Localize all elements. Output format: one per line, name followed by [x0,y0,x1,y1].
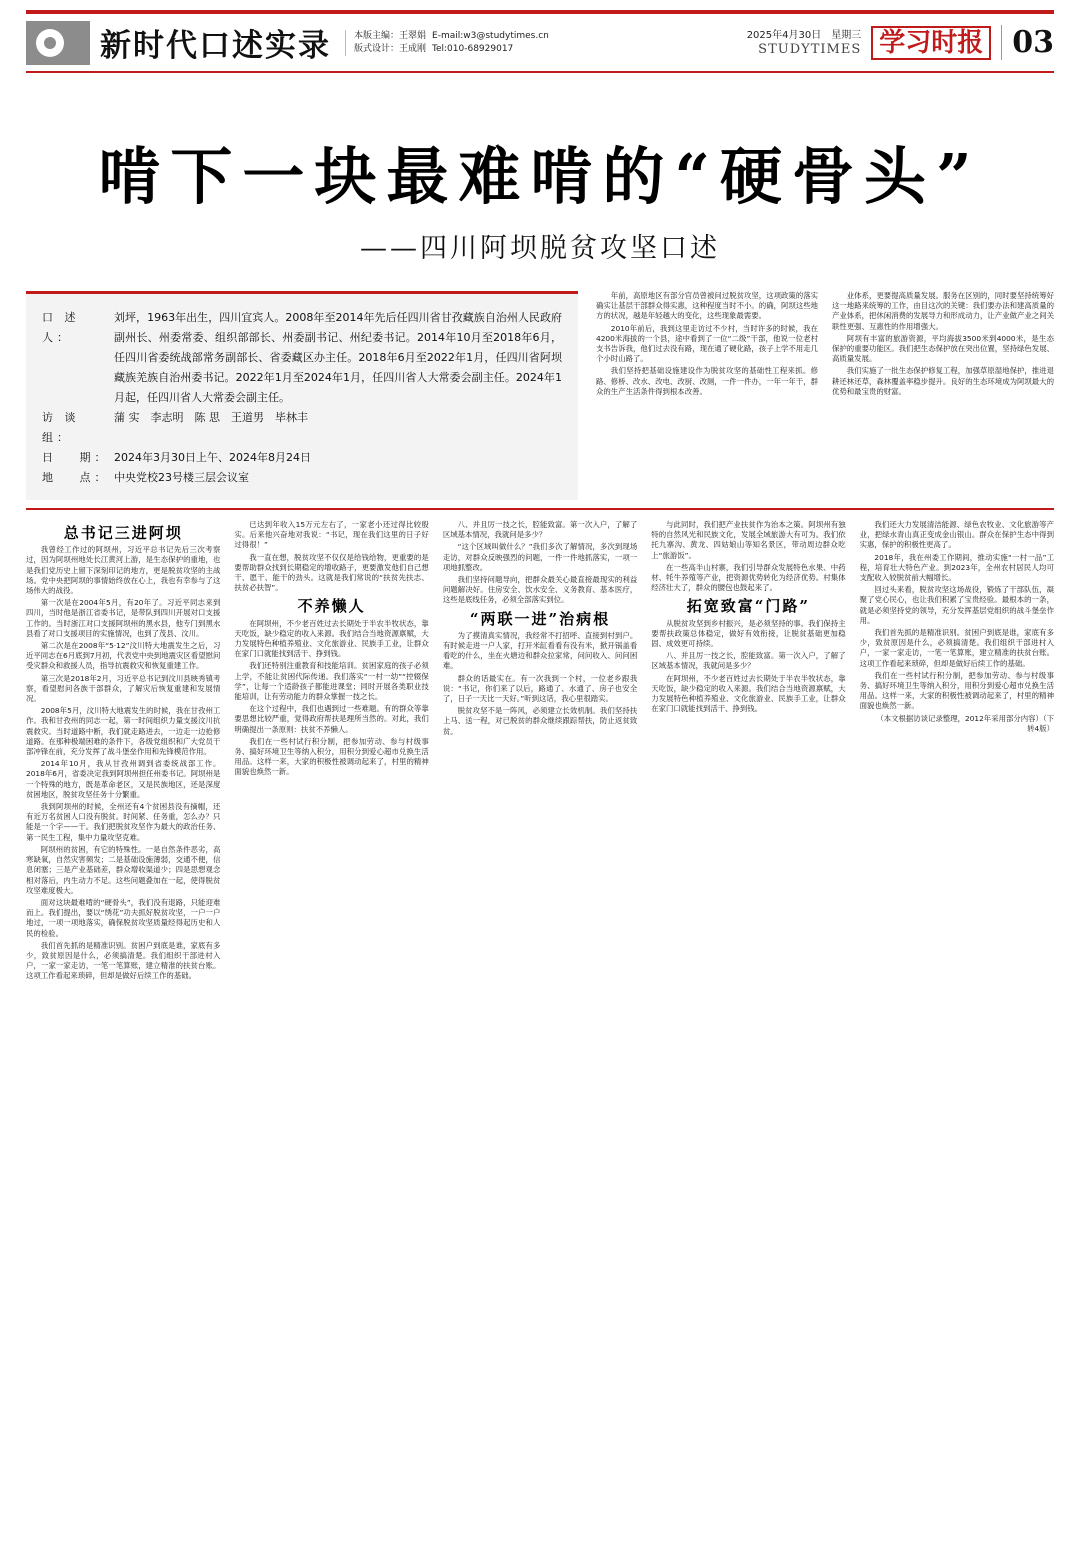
paragraph: 第一次是在2004年5月，有20年了。习近平同志来到四川，当时他是浙江省委书记，是带队到四川开展对口支援工作的。当时浙江对口支援阿坝州的黑水县，他专门到黑水县看了对口支援项目的实施情况，也到了茂县、汶川。 [26,598,221,638]
paragraph: 2014年10月，我从甘孜州调到省委统战部工作。2018年6月，省委决定我到阿坝州担任州委书记。阿坝州是一个特殊的地方，既是革命老区，又是民族地区，还是深度贫困地区，脱贫攻坚任务十分繁重。 [26,759,221,799]
newspaper-logo-icon [26,21,90,65]
section-heading-4: 拓宽致富“门路” [686,597,811,616]
paragraph: 脱贫攻坚不是一阵风，必须建立长效机制。我们坚持扶上马、送一程，对已脱贫的群众继续跟踪帮扶，防止返贫致贫。 [442,706,638,736]
article-column-5-top [832,291,1054,500]
contact-info [432,30,549,56]
tel-text: Tel:010-68929017 [432,43,514,54]
paragraph: 我们在一些村试行积分制，把参加劳动、参与村级事务、搞好环境卫生等纳入积分，用积分到爱心超市兑换生活用品。这样一来，大家的积极性被调动起来了，村里的精神面貌也焕然一新。 [859,670,1055,711]
article-column-4-top [596,291,818,500]
article-body [26,520,1054,984]
info-label-speaker: 口 述 人： [42,311,80,344]
paragraph: 我们坚持把基础设施建设作为脱贫攻坚的基础性工程来抓。修路、修桥、改水、改电、改厨、改厕，一件一件办，一年一年干，群众的生产生活条件得到根本改善。 [596,366,818,396]
paragraph: 我们首先抓的是精准识别。贫困户到底是谁，家底有多少，致贫原因是什么，必须搞清楚。我们组织干部进村入户，一家一家走访，一笔一笔算账，建立精准的扶贫台账。这项工作看起来琐碎，但却是做好后续工作的基础。 [26,940,221,981]
paragraph: 阿坝州的贫困，有它的特殊性。一是自然条件恶劣，高寒缺氧，自然灾害频发；二是基础设施薄弱，交通不便，信息闭塞；三是产业基础差，群众增收渠道少；四是思想观念相对落后，内生动力不足。这些问题叠加在一起，使得脱贫攻坚难度极大。 [26,844,221,895]
article-column-1 [26,520,220,984]
paragraph: 我曾经工作过的阿坝州，习近平总书记先后三次考察过，因为阿坝州地处长江黄河上游，是生态保护的重地，也是我们党历史上留下深刻印记的地方，更是脱贫攻坚的主战场。党中央把阿坝的事情始终放在心上，我也有幸参与了这场伟大的战役。 [26,545,221,596]
paragraph: 我们实施了一批生态保护修复工程，加强草原湿地保护，推进退耕还林还草，森林覆盖率稳步提升。良好的生态环境成为阿坝最大的优势和最宝贵的财富。 [832,366,1054,396]
paragraph: 从脱贫攻坚到乡村振兴，是必须坚持的事。我们保持主要帮扶政策总体稳定，做好有效衔接，让脱贫基础更加稳固、成效更可持续。 [651,618,846,649]
divider-red [26,508,1054,510]
paragraph: 我一直在想，脱贫攻坚不仅仅是给钱给物，更重要的是要帮助群众找到长期稳定的增收路子，更要激发他们自己想干、愿干、能干的劲头。这就是我们常说的“扶贫先扶志、扶贫必扶智”。 [234,552,429,593]
paragraph: 我们首先抓的是精准识别。贫困户到底是谁，家底有多少，致贫原因是什么，必须搞清楚。我们组织干部进村入户，一家一家走访，一笔一笔算账，建立精准的扶贫台账。这项工作看起来琐碎，但却是做好后续工作的基础。 [859,628,1055,668]
paragraph: 年前，高原地区有部分官员曾被问过脱贫攻坚，这项政策的落实确实让基层干部群众得实惠，这种程度当时不小。的确，阿坝这些地方的状况，越是年轻越大的变化，这些现象最需要。 [596,291,818,321]
editor-line-1: 本版主编：王翠娟 [354,30,427,41]
interview-info-box [26,291,578,500]
article-column-5 [860,520,1054,736]
date-block [747,29,862,57]
page-subheadline: ——四川阿坝脱贫攻坚口述 [360,233,720,264]
info-row-place [42,468,562,488]
brand-english: STUDYTIMES [758,41,862,57]
masthead-right [747,25,1054,60]
paragraph: 我们还特别注重教育和技能培训。贫困家庭的孩子必须上学，不能让贫困代际传递。我们落实“一村一幼”“控辍保学”，让每一个适龄孩子都能进课堂；同时开展各类职业技能培训，让有劳动能力的群众掌握一技之长。 [234,661,429,702]
info-label-place: 地 点： [42,471,110,484]
email-text: E-mail:w3@studytimes.cn [432,30,549,41]
continuation-note: （本文根据访谈记录整理，2012年采用部分内容）（下转4版） [876,713,1055,733]
info-label-interviewers: 访 谈 组： [42,411,80,444]
section-title: 新时代口述实录 [100,28,331,64]
paragraph: 八、并且厉一技之长，腔能致富。第一次入户，了解了区域基本情况，我就问是多少？ [651,651,846,671]
staff-info [345,30,426,56]
page-number: 03 [1001,25,1054,60]
paragraph: 与此同时，我们把产业扶贫作为治本之策。阿坝州有独特的自然风光和民族文化，发展全域旅游大有可为。我们依托九寨沟、黄龙、四姑娘山等知名景区，带动周边群众吃上“旅游饭”。 [651,520,846,560]
section-heading-1: 总书记三进阿坝 [63,524,183,542]
paragraph: 在阿坝州，不少老百姓过去长期处于半农半牧状态，靠天吃饭，缺少稳定的收入来源。我们结合当地资源禀赋，大力发展特色种植养殖业、文化旅游业、民族手工业，让群众在家门口就能找到活干、挣到钱。 [651,673,846,714]
info-value-speaker: 刘坪，1963年出生，四川宜宾人。2008年至2014年先后任四川省甘孜藏族自治州人民政府副州长、州委常委、组织部部长、州委副书记、州纪委书记。2014年10月至2018年6月，任四川省委统战部常务副部长、省委藏区办主任。2018年6月至2022年1月，任四川省阿坝藏族羌族自治州委书记。2022年1月至2024年1月，任四川省人大常委会副主任。2024年1月起，任四川省人大常委会副主任。 [114,311,562,404]
paragraph: 我到阿坝州的时候，全州还有4个贫困县没有摘帽，还有近万名贫困人口没有脱贫。时间紧、任务重，怎么办？只能是一个字——干。我们把脱贫攻坚作为最大的政治任务、第一民生工程，集中力量攻坚克难。 [26,802,221,842]
paragraph: 在一些高半山村寨，我们引导群众发展特色水果、中药材、牦牛养殖等产业，把资源优势转化为经济优势。村集体经济壮大了，群众的腰包也鼓起来了。 [651,562,846,593]
section-heading-2: 不养懒人 [297,597,366,616]
info-row-speaker [42,308,562,408]
paragraph: 在这个过程中，我们也遇到过一些难题。有的群众等靠要思想比较严重，觉得政府帮扶是理所当然的。对此，我们明确提出一条原则：扶贫不养懒人。 [234,704,429,734]
info-value-date: 2024年3月30日上午、2024年8月24日 [114,451,311,464]
info-label-date: 日 期： [42,451,110,464]
paragraph: 第三次是2018年2月，习近平总书记到汶川县映秀镇考察，看望慰问各族干部群众，了解灾后恢复重建和发展情况。 [26,673,221,704]
paragraph: 2010年前后，我到这里走访过不少村，当时许多的时候，我在4200米海拔的一个县，途中看到了一位“二级”干部，他说一位老村支书告诉我，他们过去没有路，现在通了硬化路，孩子上学不用走几个小时山路了。 [596,323,818,364]
newspaper-page [0,10,1080,1552]
info-row-date [42,448,562,468]
paragraph: 为了摸清真实情况，我经常不打招呼、直接到村到户。有时候走进一户人家，打开米缸看看有没有米，掀开锅盖看看吃的什么，坐在火塘边和群众拉家常，问问收入、问问困难。 [442,630,638,671]
paragraph: 已达到年收入15万元左右了，一家老小还过得比较殷实。后来他兴奋地对我说：“书记，现在我们这里的日子好过得很！” [234,520,429,550]
paragraph: 八、并且厉一技之长，腔能致富。第一次入户，了解了区域基本情况，我就问是多少？ [442,520,638,540]
info-value-interviewers: 蒲 实 李志明 陈 思 王道男 毕林丰 [114,411,308,424]
paragraph: 我们还大力发展清洁能源、绿色农牧业、文化旅游等产业，把绿水青山真正变成金山银山。群众在保护生态中得到实惠，保护的积极性更高了。 [859,520,1055,550]
paragraph: 2008年5月，汶川特大地震发生的时候，我在甘孜州工作。我和甘孜州的同志一起，第一时间组织力量支援汶川抗震救灾。当时道路中断，我们就走路进去，一边走一边抢修道路。在那种极端困难的条件下，各级党组织和广大党员干部冲锋在前，充分发挥了战斗堡垒作用和先锋模范作用。 [26,706,221,757]
article-column-2 [234,520,428,780]
article-column-3 [443,520,637,739]
page-headline: 啃下一块最难啃的“硬骨头” [98,140,982,213]
paragraph: 阿坝有丰富的旅游资源，平均海拔3500米到4000米，是生态保护的重要功能区。我们把生态保护放在突出位置，坚持绿色发展、高质量发展。 [832,333,1054,364]
info-row-interviewers [42,408,562,448]
paragraph: 第二次是在2008年“5·12”汶川特大地震发生之后，习近平同志在6月底到7月初，代表党中央到地震灾区看望慰问受灾群众和救援人员，指导抗震救灾和恢复重建工作。 [26,641,221,671]
paragraph: 我们坚持问题导向，把群众最关心最直接最现实的利益问题解决好。住房安全、饮水安全、义务教育、基本医疗，这些是底线任务，必须全部落实到位。 [442,575,638,605]
paragraph: 群众的话最实在。有一次我到一个村，一位老乡跟我说：“书记，你们来了以后，路通了、水通了、房子也安全了，日子一天比一天好。”听到这话，我心里很踏实。 [442,673,638,704]
editor-line-2: 版式设计：王成刚 [354,43,427,54]
info-value-place: 中央党校23号楼三层会议室 [114,471,249,484]
issue-date: 2025年4月30日 星期三 [746,29,862,41]
paragraph: 业体系，更要提高质量发展。服务在区别的，同时要坚持统筹好这一地路来统筹的工作，由目这次的关键：我们要办法和建高质量的产业体系，把休闲消费的发展导力和形成动力，让产业做产业之间关联性更强、互惠性的作用增强大。 [832,291,1054,331]
paragraph: 面对这块最难啃的“硬骨头”，我们没有退路，只能迎难而上。我们提出，要以“绣花”功夫抓好脱贫攻坚，一户一户地过，一项一项地落实，确保脱贫攻坚质量经得起历史和人民的检验。 [26,897,221,938]
paragraph: 我们在一些村试行积分制，把参加劳动、参与村级事务、搞好环境卫生等纳入积分，用积分到爱心超市兑换生活用品。这样一来，大家的积极性被调动起来了，村里的精神面貌也焕然一新。 [234,736,429,777]
paragraph: 在阿坝州，不少老百姓过去长期处于半农半牧状态，靠天吃饭，缺少稳定的收入来源。我们结合当地资源禀赋，大力发展特色种植养殖业、文化旅游业、民族手工业，让群众在家门口就能找到活干、挣到钱。 [234,618,429,659]
section-heading-3: “两联一进”治病根 [469,609,611,628]
article-column-4 [651,520,845,716]
info-area [26,291,1054,500]
paragraph: 2018年，我在州委工作期间，推动实施“一村一品”工程，培育壮大特色产业。到2023年，全州农村居民人均可支配收入较脱贫前大幅增长。 [859,552,1055,583]
paragraph: 回过头来看，脱贫攻坚这场战役，锻炼了干部队伍，凝聚了党心民心，也让我们积累了宝贵经验。最根本的一条，就是必须坚持党的领导，充分发挥基层党组织的战斗堡垒作用。 [859,585,1055,625]
upper-right-columns [596,291,1054,500]
brand-chinese: 学习时报 [871,26,991,60]
paragraph: “这个区域叫做什么？”我们多次了解情况，多次到现场走访，对群众反映强烈的问题，一件一件地抓落实，一项一项地抓整改。 [442,542,638,572]
masthead [26,14,1054,73]
